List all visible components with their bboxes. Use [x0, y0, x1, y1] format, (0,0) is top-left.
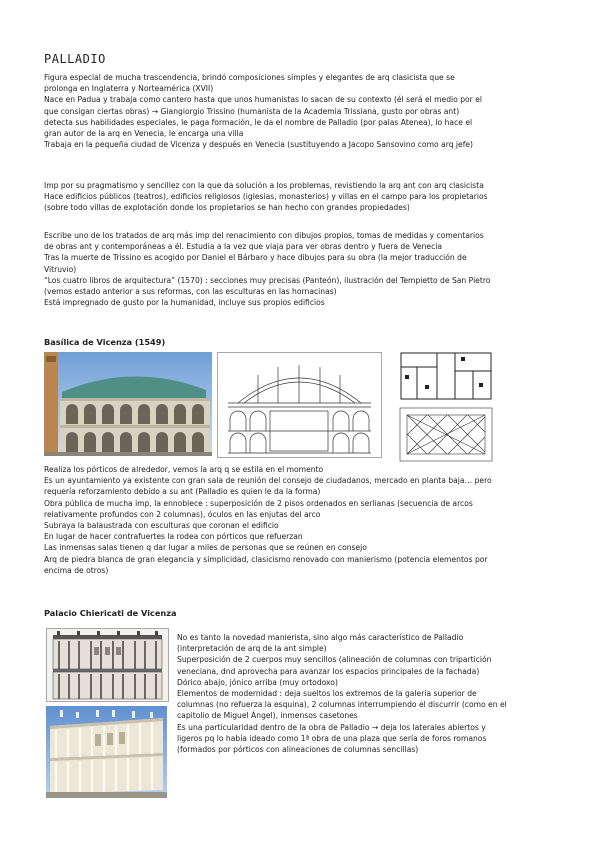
text-line: Imp por su pragmatismo y sencillez con la que da solución a los problemas, revistiendo la arq ant con arq clasicista — [44, 181, 484, 190]
text-line: En lugar de hacer contrafuertes la rodea con pórticos que refuerzan — [44, 532, 303, 542]
text-line: que consigan ciertas obras) → Giangiorgio Trissino (humanista de la Academia Trissiana, gusto por obras ant) — [44, 106, 460, 116]
text-line: relativamente profundos con 2 columnas), óculos en las enjutas del arco — [44, 509, 321, 519]
chiericati-photo — [46, 706, 167, 798]
text-line: “Los cuatro libros de arquitectura” (1570) : secciones muy precisas (Panteón), ilustración del Tempietto de San Pietro — [44, 275, 491, 285]
text-line: Vitruvio) — [44, 264, 77, 274]
text-line: gran autor de la arq en Venecia, le encarga una villa — [44, 129, 244, 139]
chiericati-text — [177, 632, 567, 755]
text-line: detecta sus habilidades especiales, le paga formación, le da el nombre de Palladio (por palas Atenea), lo hace el — [44, 117, 473, 127]
basilica-text — [44, 464, 560, 576]
text-line: requería reforzamiento debido a su ant (Palladio es quien le da la forma) — [44, 487, 321, 497]
text-line: Figura especial de mucha trascendencia, brindó composiciones simples y elegantes de arq clasicista que se — [44, 73, 455, 82]
text-line: Arq de piedra blanca de gran elegancia y simplicidad, clasicismo renovado con manierismo (potencia elementos por — [44, 554, 488, 564]
basilica-upper-plan — [397, 349, 495, 403]
text-line: Subraya la balaustrada con esculturas que coronan el edificio — [44, 521, 279, 531]
text-line: ligeros pq lo había ideado como 1ª obra de una plaza que sería de foros romanos — [177, 733, 487, 743]
text-line: de obras ant y contemporáneas a él. Estudia a la vez que viaja para ver obras dentro y fuera de Venecia — [44, 242, 443, 252]
text-line: Superposición de 2 cuerpos muy sencillos (alineación de columnas con tripartición — [177, 655, 492, 665]
text-line: Nace en Padua y trabaja como cantero hasta que unos humanistas lo sacan de su contexto (él será el medio por el — [44, 95, 482, 105]
text-line: Tras la muerte de Trissino es acogido por Daniel el Bárbaro y hace dibujos para su obra (la mejor traducción de — [44, 253, 467, 263]
text-line: Es una particularidad dentro de la obra de Palladio → deja los laterales abiertos y — [177, 722, 486, 732]
text-line: Escribe uno de los tratados de arq más imp del renacimiento con dibujos propios, tomas de medidas y comentarios — [44, 231, 484, 240]
basilica-photo — [44, 352, 212, 456]
basilica-heading: Basílica de Vicenza (1549) — [44, 337, 166, 347]
text-line: Las inmensas salas tienen q dar lugar a miles de personas que se reúnen en consejo — [44, 543, 367, 553]
text-line: No es tanto la novedad manierista, sino algo más característico de Palladio — [177, 633, 464, 642]
text-line: columnas (no refuerza la esquina), 2 columnas interrumpiendo el discurrir (como en el — [177, 700, 507, 710]
text-line: veneciana, dnd aprovecha para avanzar los espacios principales de la fachada) — [177, 666, 480, 676]
chiericati-facade-drawing — [46, 628, 169, 702]
text-line: Hace edificios públicos (teatros), edificios religiosos (iglesias, monasterios) y villas en el campo para los propietarios — [44, 192, 488, 202]
text-line: encima de otros) — [44, 565, 109, 575]
text-line: capitolio de Miguel Ángel), inmensos casetones — [177, 711, 358, 721]
text-line: (sobre todo villas de explotación donde los propietarios se han hecho con grandes propiedades) — [44, 203, 410, 213]
chiericati-heading: Palacio Chiericati de Vicenza — [44, 608, 177, 618]
text-line: Está impregnado de gusto por la humanidad, incluye sus propios edificios — [44, 298, 325, 308]
document-title: PALLADIO — [44, 52, 106, 66]
text-line: (interpretación de arq de la ant simple) — [177, 644, 327, 654]
intro-paragraph — [44, 72, 560, 150]
treatise-paragraph — [44, 230, 560, 308]
text-line: Es un ayuntamiento ya existente con gran sala de reunión del consejo de ciudadanos, mercado en planta baja… pero — [44, 476, 492, 486]
basilica-section-drawing — [217, 352, 382, 458]
basilica-lower-plan — [397, 405, 495, 464]
text-line: Obra pública de mucha imp, la ennoblece : superposición de 2 pisos ordenados en serlianas (secuencia de arcos — [44, 498, 473, 508]
text-line: Dórico abajo, jónico arriba (muy ortodoxo) — [177, 677, 338, 687]
text-line: (vemos estado anterior a sus reformas, con las esculturas en las hornacinas) — [44, 287, 337, 297]
text-line: Elementos de modernidad : deja sueltos los extremos de la galería superior de — [177, 689, 477, 699]
text-line: prolonga en Inglaterra y Norteamérica (XVII) — [44, 84, 214, 94]
text-line: (formados por pórticos con alineaciones de columnas sencillas) — [177, 745, 419, 755]
pragmatism-paragraph — [44, 180, 560, 214]
text-line: Realiza los pórticos de alrededor, vemos la arq q se estila en el momento — [44, 465, 324, 474]
text-line: Trabaja en la pequeña ciudad de Vicenza y después en Venecia (sustituyendo a Jacopo Sansovino como arq jefe) — [44, 140, 474, 150]
